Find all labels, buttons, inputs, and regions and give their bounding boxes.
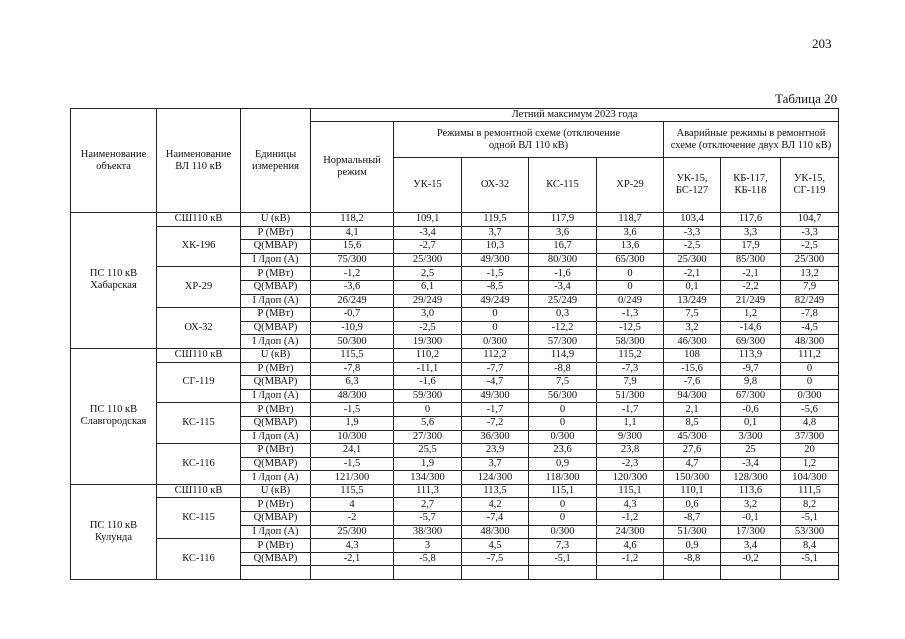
value-cell: 56/300: [529, 389, 597, 403]
table-row: [71, 362, 839, 376]
value-cell: 13,2: [781, 267, 839, 281]
value-cell: 8,5: [664, 416, 721, 430]
value-cell: 8,4: [781, 539, 839, 553]
value-cell: 0/300: [529, 525, 597, 539]
value-cell: 3,7: [462, 457, 529, 471]
value-cell: 45/300: [664, 430, 721, 444]
value-cell: 3,6: [597, 226, 664, 240]
value-cell: 2,5: [394, 267, 462, 281]
value-cell: -2,5: [394, 321, 462, 335]
value-cell: 4,7: [664, 457, 721, 471]
value-cell: 0: [597, 267, 664, 281]
value-cell: -3,6: [311, 280, 394, 294]
value-cell: 75/300: [311, 253, 394, 267]
value-cell: -11,1: [394, 362, 462, 376]
line-name: КС-116: [157, 444, 241, 485]
value-cell: -7,6: [664, 376, 721, 390]
value-cell: 38/300: [394, 525, 462, 539]
value-cell: 13,6: [597, 240, 664, 254]
value-cell: 3,0: [394, 308, 462, 322]
header-col: ХР-29: [597, 158, 664, 213]
value-cell: 53/300: [781, 525, 839, 539]
value-cell: 58/300: [597, 335, 664, 349]
header-col: ОХ-32: [462, 158, 529, 213]
value-cell: 128/300: [721, 471, 781, 485]
value-cell: -3,3: [664, 226, 721, 240]
value-cell: 13/249: [664, 294, 721, 308]
value-cell: 48/300: [311, 389, 394, 403]
value-cell: -7,8: [781, 308, 839, 322]
value-cell: -1,5: [311, 403, 394, 417]
value-cell: 0,1: [664, 280, 721, 294]
value-cell: 113,6: [721, 484, 781, 498]
value-cell: [781, 566, 839, 580]
value-cell: -1,2: [597, 512, 664, 526]
value-cell: 85/300: [721, 253, 781, 267]
unit-cell: I /Iдоп (А): [241, 525, 311, 539]
value-cell: 124/300: [462, 471, 529, 485]
value-cell: 3: [394, 539, 462, 553]
value-cell: -12,2: [529, 321, 597, 335]
value-cell: 117,9: [529, 213, 597, 227]
value-cell: 3,7: [462, 226, 529, 240]
value-cell: 24,1: [311, 444, 394, 458]
value-cell: 25/300: [781, 253, 839, 267]
value-cell: 118,7: [597, 213, 664, 227]
value-cell: 2,7: [394, 498, 462, 512]
table-row: [71, 308, 839, 322]
unit-cell: P (МВт): [241, 403, 311, 417]
value-cell: 7,9: [597, 376, 664, 390]
unit-cell: I /Iдоп (А): [241, 430, 311, 444]
value-cell: 3,3: [721, 226, 781, 240]
value-cell: -2,1: [664, 267, 721, 281]
value-cell: [529, 566, 597, 580]
unit-cell: P (МВт): [241, 444, 311, 458]
value-cell: 25/300: [394, 253, 462, 267]
value-cell: 111,5: [781, 484, 839, 498]
header-col: УК-15: [394, 158, 462, 213]
unit-cell: Q(МВАР): [241, 376, 311, 390]
table-row: [71, 348, 839, 362]
value-cell: -5,1: [781, 552, 839, 566]
value-cell: 1,2: [781, 457, 839, 471]
table-row: [71, 444, 839, 458]
value-cell: 115,2: [597, 348, 664, 362]
value-cell: 115,5: [311, 484, 394, 498]
value-cell: 4,1: [311, 226, 394, 240]
value-cell: 118/300: [529, 471, 597, 485]
value-cell: -8,5: [462, 280, 529, 294]
value-cell: 104,7: [781, 213, 839, 227]
value-cell: 23,8: [597, 444, 664, 458]
value-cell: -12,5: [597, 321, 664, 335]
value-cell: -14,6: [721, 321, 781, 335]
value-cell: 0: [462, 308, 529, 322]
unit-cell: Q(МВАР): [241, 512, 311, 526]
value-cell: -1,5: [311, 457, 394, 471]
line-name: ОХ-32: [157, 308, 241, 349]
value-cell: -1,7: [462, 403, 529, 417]
value-cell: 4,8: [781, 416, 839, 430]
value-cell: 26/249: [311, 294, 394, 308]
value-cell: 5,6: [394, 416, 462, 430]
value-cell: 9,8: [721, 376, 781, 390]
header-object: Наименование объекта: [71, 109, 157, 213]
value-cell: -4,5: [781, 321, 839, 335]
value-cell: -1,2: [311, 267, 394, 281]
unit-cell: P (МВт): [241, 539, 311, 553]
object-name: ПС 110 кВ Славгородская: [71, 348, 157, 484]
value-cell: -2: [311, 512, 394, 526]
value-cell: 17/300: [721, 525, 781, 539]
value-cell: 51/300: [664, 525, 721, 539]
value-cell: 94/300: [664, 389, 721, 403]
value-cell: 1,9: [311, 416, 394, 430]
value-cell: 25/249: [529, 294, 597, 308]
value-cell: -5,6: [781, 403, 839, 417]
results-table: [70, 108, 839, 580]
header-col: КБ-117, КБ-118: [721, 158, 781, 213]
value-cell: 48/300: [462, 525, 529, 539]
value-cell: 1,1: [597, 416, 664, 430]
value-cell: 69/300: [721, 335, 781, 349]
value-cell: -1,6: [394, 376, 462, 390]
object-name: ПС 110 кВ Кулунда: [71, 484, 157, 579]
value-cell: -3,4: [721, 457, 781, 471]
value-cell: 37/300: [781, 430, 839, 444]
value-cell: 4,6: [597, 539, 664, 553]
value-cell: 4,3: [311, 539, 394, 553]
table-row: [71, 226, 839, 240]
value-cell: -3,3: [781, 226, 839, 240]
table-caption: Таблица 20: [775, 91, 838, 106]
line-name: ХК-196: [157, 226, 241, 267]
line-name: СШ110 кВ: [157, 348, 241, 362]
value-cell: 49/300: [462, 253, 529, 267]
value-cell: -5,7: [394, 512, 462, 526]
value-cell: 6,1: [394, 280, 462, 294]
value-cell: 3,4: [721, 539, 781, 553]
value-cell: 2,1: [664, 403, 721, 417]
value-cell: 0/300: [529, 430, 597, 444]
table-body: [71, 213, 839, 580]
value-cell: [664, 566, 721, 580]
value-cell: 50/300: [311, 335, 394, 349]
value-cell: 23,6: [529, 444, 597, 458]
value-cell: -8,7: [664, 512, 721, 526]
header-col: УК-15, БС-127: [664, 158, 721, 213]
table-row: [71, 267, 839, 281]
unit-cell: P (МВт): [241, 498, 311, 512]
unit-cell: I /Iдоп (А): [241, 389, 311, 403]
value-cell: 0/300: [781, 389, 839, 403]
value-cell: 4,5: [462, 539, 529, 553]
value-cell: -1,2: [597, 552, 664, 566]
unit-cell: I /Iдоп (А): [241, 471, 311, 485]
line-name: КС-116: [157, 539, 241, 580]
table-row: [71, 403, 839, 417]
line-name: КС-115: [157, 403, 241, 444]
value-cell: 0: [394, 403, 462, 417]
value-cell: 25/300: [311, 525, 394, 539]
line-name: КС-115: [157, 498, 241, 539]
unit-cell: P (МВт): [241, 362, 311, 376]
value-cell: 10,3: [462, 240, 529, 254]
value-cell: 59/300: [394, 389, 462, 403]
value-cell: -5,1: [529, 552, 597, 566]
line-name: СШ110 кВ: [157, 213, 241, 227]
value-cell: 7,5: [529, 376, 597, 390]
value-cell: 134/300: [394, 471, 462, 485]
value-cell: 16,7: [529, 240, 597, 254]
object-name: ПС 110 кВ Хабарская: [71, 213, 157, 349]
value-cell: 4,2: [462, 498, 529, 512]
value-cell: 115,1: [597, 484, 664, 498]
value-cell: 113,5: [462, 484, 529, 498]
value-cell: -4,7: [462, 376, 529, 390]
value-cell: 80/300: [529, 253, 597, 267]
value-cell: -3,4: [529, 280, 597, 294]
value-cell: 27/300: [394, 430, 462, 444]
value-cell: 15,6: [311, 240, 394, 254]
header-col: КС-115: [529, 158, 597, 213]
value-cell: -2,2: [721, 280, 781, 294]
unit-cell: U (кВ): [241, 484, 311, 498]
value-cell: -0,7: [311, 308, 394, 322]
value-cell: 6,3: [311, 376, 394, 390]
value-cell: 23,9: [462, 444, 529, 458]
value-cell: 20: [781, 444, 839, 458]
value-cell: 29/249: [394, 294, 462, 308]
line-name: СШ110 кВ: [157, 484, 241, 498]
value-cell: -7,4: [462, 512, 529, 526]
value-cell: 0/249: [597, 294, 664, 308]
header-normal: Нормальный режим: [311, 122, 394, 213]
value-cell: 4: [311, 498, 394, 512]
unit-cell: Q(МВАР): [241, 240, 311, 254]
value-cell: 36/300: [462, 430, 529, 444]
value-cell: 0: [529, 403, 597, 417]
value-cell: 27,6: [664, 444, 721, 458]
unit-cell: P (МВт): [241, 226, 311, 240]
value-cell: 118,2: [311, 213, 394, 227]
value-cell: 115,1: [529, 484, 597, 498]
header-units: Единицы измерения: [241, 109, 311, 213]
value-cell: -7,3: [597, 362, 664, 376]
unit-cell: Q(МВАР): [241, 280, 311, 294]
header-line: Наименование ВЛ 110 кВ: [157, 109, 241, 213]
unit-cell: Q(МВАР): [241, 552, 311, 566]
value-cell: 9/300: [597, 430, 664, 444]
value-cell: 10/300: [311, 430, 394, 444]
table-row: [71, 213, 839, 227]
value-cell: 0/300: [462, 335, 529, 349]
value-cell: -1,6: [529, 267, 597, 281]
value-cell: 3,2: [664, 321, 721, 335]
value-cell: 0: [529, 416, 597, 430]
value-cell: -7,2: [462, 416, 529, 430]
value-cell: 0,1: [721, 416, 781, 430]
value-cell: -8,8: [664, 552, 721, 566]
value-cell: -8,8: [529, 362, 597, 376]
value-cell: 121/300: [311, 471, 394, 485]
value-cell: -2,3: [597, 457, 664, 471]
value-cell: -7,8: [311, 362, 394, 376]
value-cell: 17,9: [721, 240, 781, 254]
value-cell: 1,2: [721, 308, 781, 322]
value-cell: 3/300: [721, 430, 781, 444]
header-summer-max: Летний максимум 2023 года: [311, 109, 839, 122]
unit-cell: I /Iдоп (А): [241, 335, 311, 349]
value-cell: 67/300: [721, 389, 781, 403]
header-repair: Режимы в ремонтной схеме (отключение одной ВЛ 110 кВ): [394, 122, 664, 158]
value-cell: 108: [664, 348, 721, 362]
value-cell: 109,1: [394, 213, 462, 227]
value-cell: -1,7: [597, 403, 664, 417]
line-name: СГ-119: [157, 362, 241, 403]
value-cell: 7,9: [781, 280, 839, 294]
unit-cell: [311, 566, 394, 580]
value-cell: 0: [529, 512, 597, 526]
value-cell: 7,5: [664, 308, 721, 322]
value-cell: 110,1: [664, 484, 721, 498]
value-cell: [721, 566, 781, 580]
value-cell: -0,2: [721, 552, 781, 566]
value-cell: 48/300: [781, 335, 839, 349]
value-cell: 57/300: [529, 335, 597, 349]
value-cell: 3,2: [721, 498, 781, 512]
value-cell: -3,4: [394, 226, 462, 240]
value-cell: 112,2: [462, 348, 529, 362]
value-cell: 0,9: [529, 457, 597, 471]
value-cell: 24/300: [597, 525, 664, 539]
value-cell: [462, 566, 529, 580]
value-cell: 51/300: [597, 389, 664, 403]
page-number: 203: [812, 36, 832, 51]
header-col: УК-15, СГ-119: [781, 158, 839, 213]
value-cell: -7,7: [462, 362, 529, 376]
value-cell: 104/300: [781, 471, 839, 485]
table-row: [71, 484, 839, 498]
value-cell: -2,7: [394, 240, 462, 254]
value-cell: 117,6: [721, 213, 781, 227]
value-cell: -2,5: [664, 240, 721, 254]
unit-cell: U (кВ): [241, 348, 311, 362]
unit-cell: P (МВт): [241, 308, 311, 322]
value-cell: 0: [462, 321, 529, 335]
value-cell: -5,1: [781, 512, 839, 526]
value-cell: 114,9: [529, 348, 597, 362]
value-cell: -1,5: [462, 267, 529, 281]
value-cell: 49/300: [462, 389, 529, 403]
value-cell: 0,6: [664, 498, 721, 512]
value-cell: 7,3: [529, 539, 597, 553]
value-cell: 0: [781, 362, 839, 376]
value-cell: 0: [781, 376, 839, 390]
unit-cell: I /Iдоп (А): [241, 294, 311, 308]
unit-cell: Q(МВАР): [241, 416, 311, 430]
value-cell: 25,5: [394, 444, 462, 458]
value-cell: 111,3: [394, 484, 462, 498]
value-cell: 110,2: [394, 348, 462, 362]
value-cell: 0: [529, 498, 597, 512]
unit-cell: U (кВ): [241, 213, 311, 227]
value-cell: [597, 566, 664, 580]
unit-cell: Q(МВАР): [241, 457, 311, 471]
value-cell: -15,6: [664, 362, 721, 376]
value-cell: -7,5: [462, 552, 529, 566]
value-cell: -2,1: [311, 552, 394, 566]
unit-cell: I /Iдоп (А): [241, 253, 311, 267]
value-cell: 4,3: [597, 498, 664, 512]
unit-cell: Q(МВАР): [241, 321, 311, 335]
value-cell: 8,2: [781, 498, 839, 512]
value-cell: -5,8: [394, 552, 462, 566]
value-cell: 25: [721, 444, 781, 458]
value-cell: -1,3: [597, 308, 664, 322]
value-cell: -0,6: [721, 403, 781, 417]
value-cell: 49/249: [462, 294, 529, 308]
value-cell: 82/249: [781, 294, 839, 308]
value-cell: 65/300: [597, 253, 664, 267]
value-cell: 150/300: [664, 471, 721, 485]
unit-cell: P (МВт): [241, 267, 311, 281]
value-cell: 0,3: [529, 308, 597, 322]
value-cell: 111,2: [781, 348, 839, 362]
value-cell: -2,1: [721, 267, 781, 281]
value-cell: 21/249: [721, 294, 781, 308]
value-cell: 46/300: [664, 335, 721, 349]
value-cell: 0,9: [664, 539, 721, 553]
value-cell: 120/300: [597, 471, 664, 485]
value-cell: 115,5: [311, 348, 394, 362]
value-cell: -2,5: [781, 240, 839, 254]
header-emergency: Аварийные режимы в ремонтной схеме (отключение двух ВЛ 110 кВ): [664, 122, 839, 158]
value-cell: 119,5: [462, 213, 529, 227]
value-cell: 113,9: [721, 348, 781, 362]
value-cell: 3,6: [529, 226, 597, 240]
value-cell: -9,7: [721, 362, 781, 376]
table-row: [71, 498, 839, 512]
value-cell: 19/300: [394, 335, 462, 349]
table-row: [71, 539, 839, 553]
value-cell: -0,1: [721, 512, 781, 526]
value-cell: 0: [597, 280, 664, 294]
value-cell: [394, 566, 462, 580]
line-name: ХР-29: [157, 267, 241, 308]
value-cell: 103,4: [664, 213, 721, 227]
value-cell: -10,9: [311, 321, 394, 335]
value-cell: 1,9: [394, 457, 462, 471]
line-name: [241, 566, 311, 580]
value-cell: 25/300: [664, 253, 721, 267]
